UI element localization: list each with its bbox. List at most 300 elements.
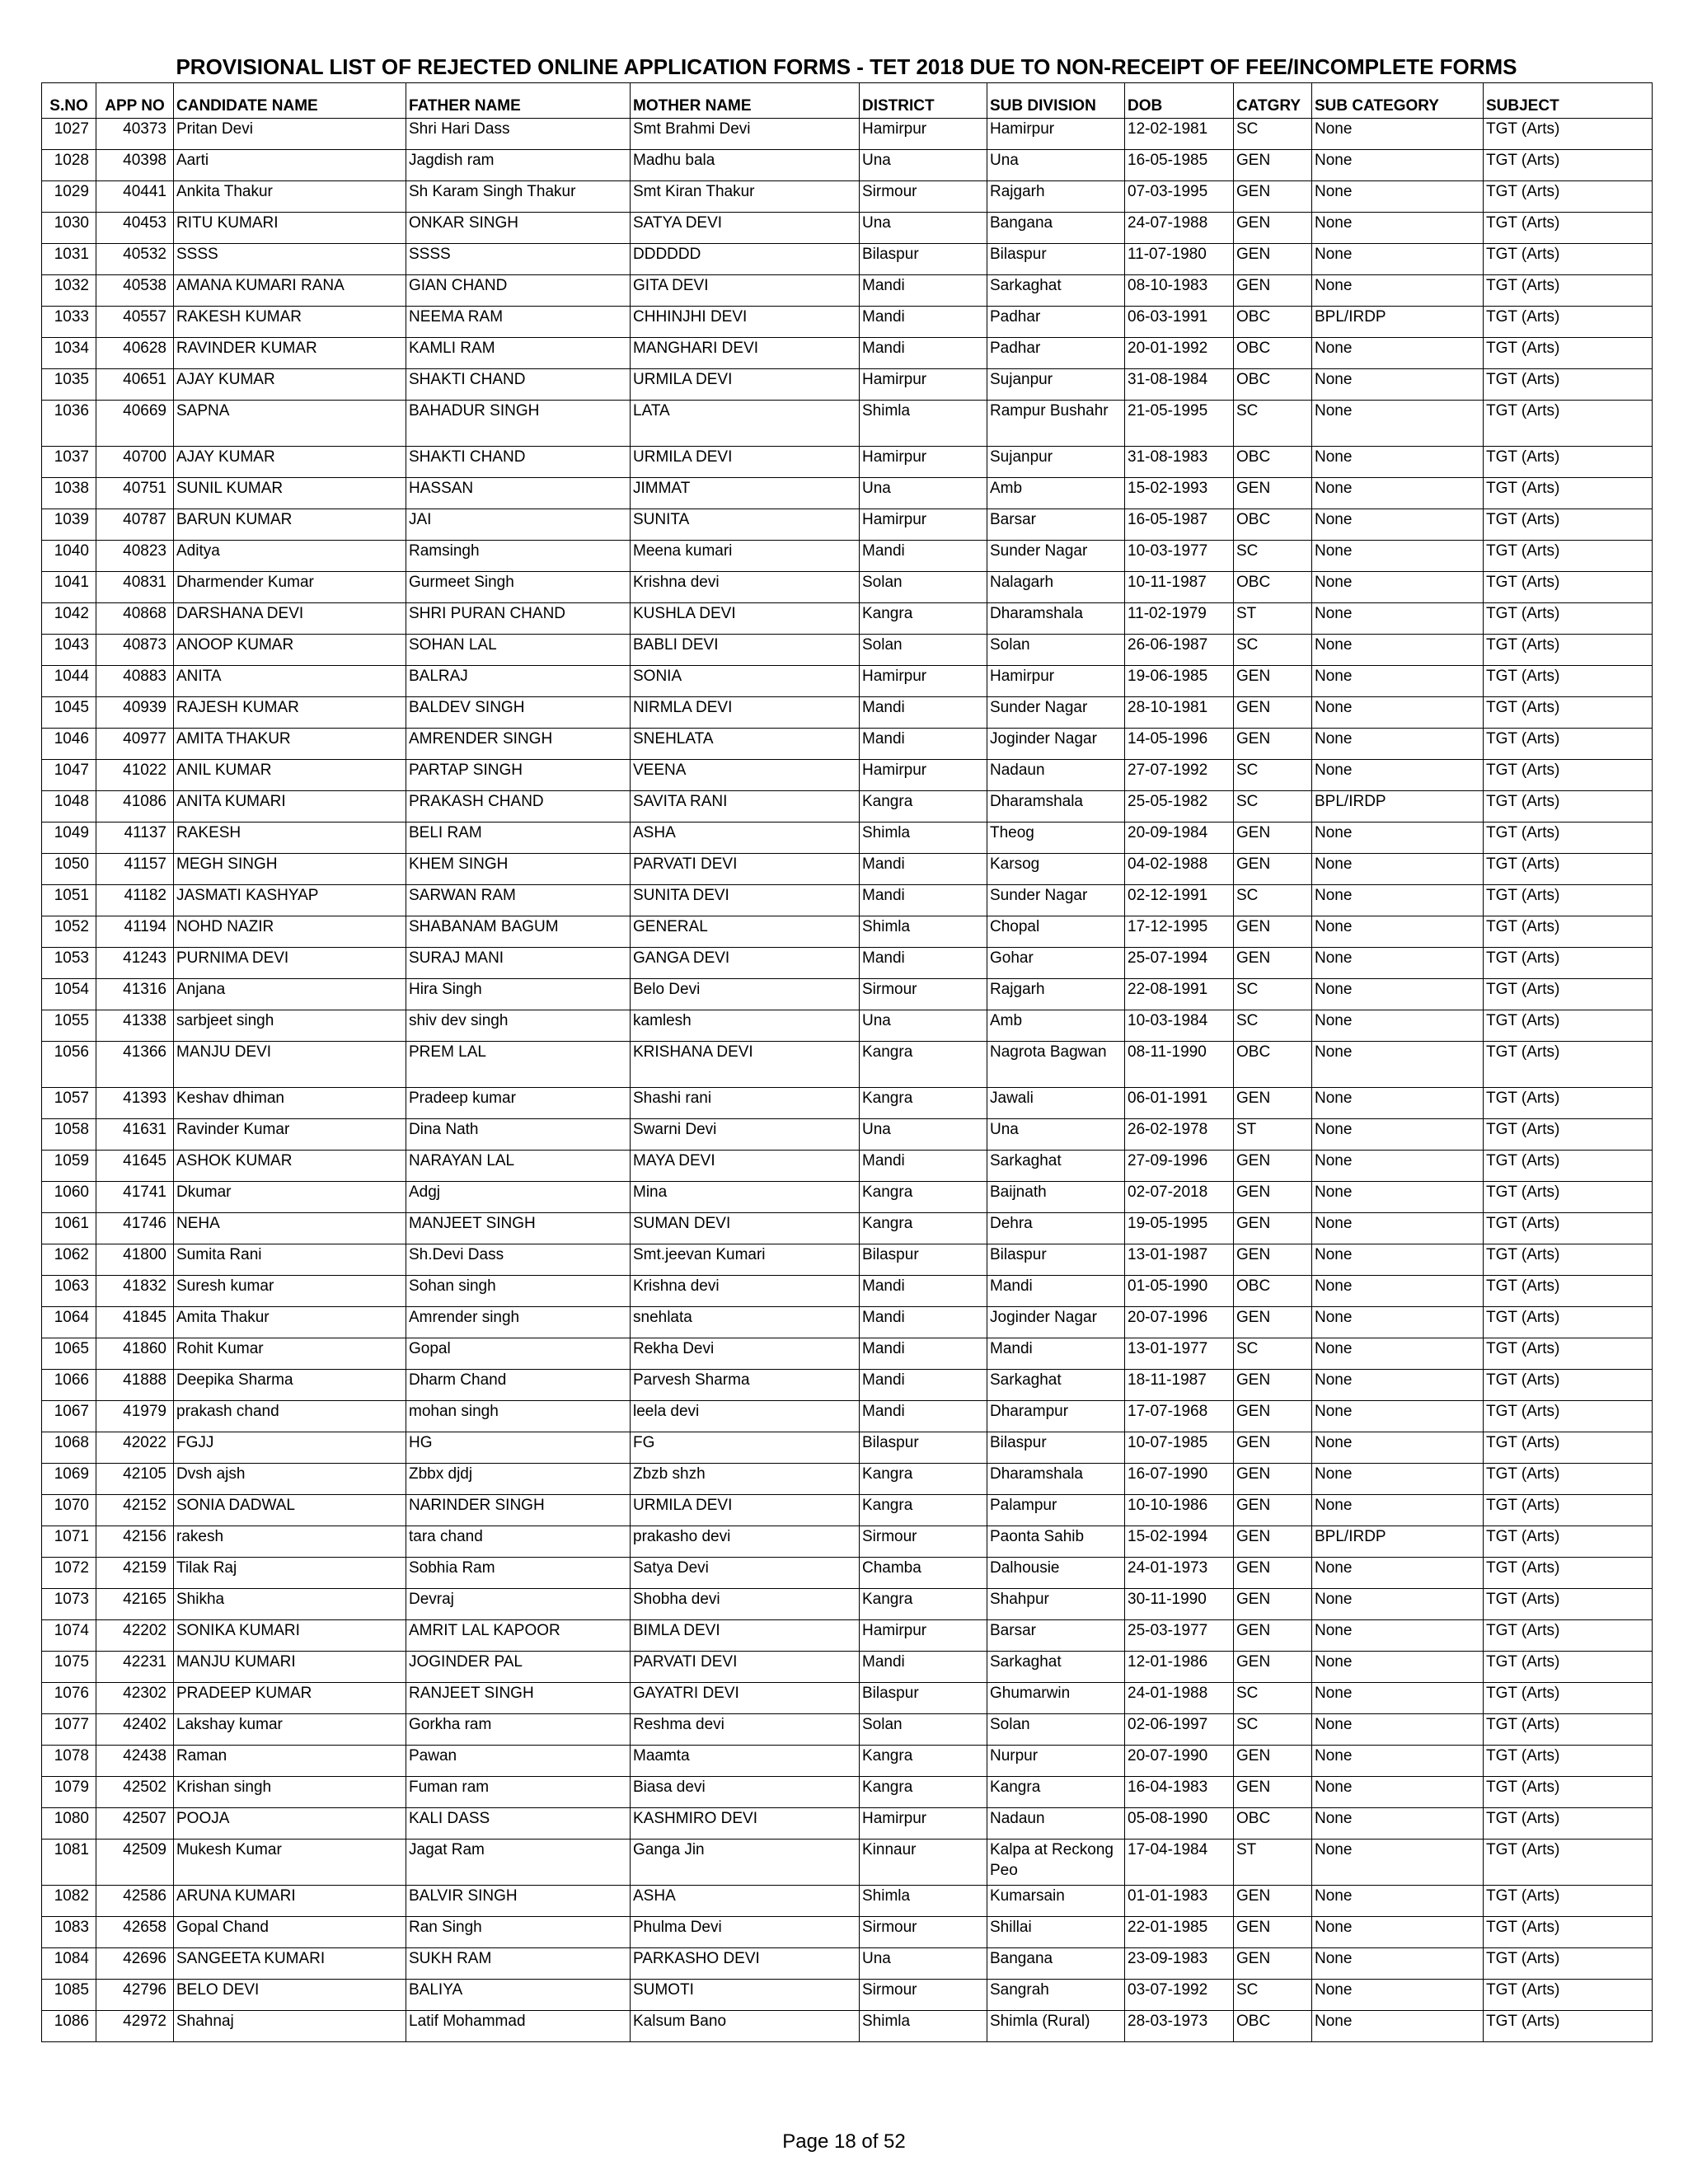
dob-cell: 25-05-1982	[1125, 791, 1234, 823]
table-row	[42, 1495, 1653, 1526]
mother-name-cell: SUMOTI	[631, 1980, 860, 2011]
sub-division-cell: Kumarsain	[987, 1886, 1125, 1917]
subject-cell: TGT (Arts)	[1484, 1620, 1653, 1652]
category-cell: OBC	[1234, 1276, 1312, 1307]
subject-cell: TGT (Arts)	[1484, 1683, 1653, 1714]
table-row	[42, 854, 1653, 885]
district-cell: Bilaspur	[860, 1244, 987, 1276]
candidate-name-cell: NEHA	[174, 1213, 406, 1244]
app-no-cell: 40868	[96, 603, 174, 635]
father-name-cell: Latif Mohammad	[406, 2011, 631, 2042]
mother-name-cell: Belo Devi	[631, 979, 860, 1010]
candidate-name-cell: AMANA KUMARI RANA	[174, 275, 406, 307]
father-name-cell: Jagat Ram	[406, 1840, 631, 1886]
app-no-cell: 41800	[96, 1244, 174, 1276]
header-dob: DOB	[1125, 83, 1234, 119]
sno-cell: 1059	[42, 1151, 96, 1182]
dob-cell: 27-09-1996	[1125, 1151, 1234, 1182]
mother-name-cell: kamlesh	[631, 1010, 860, 1042]
table-row	[42, 478, 1653, 509]
dob-cell: 06-01-1991	[1125, 1088, 1234, 1119]
category-cell: ST	[1234, 1119, 1312, 1151]
father-name-cell: BAHADUR SINGH	[406, 401, 631, 447]
father-name-cell: NARINDER SINGH	[406, 1495, 631, 1526]
app-no-cell: 42502	[96, 1777, 174, 1808]
candidate-name-cell: FGJJ	[174, 1432, 406, 1464]
app-no-cell: 41157	[96, 854, 174, 885]
sub-division-cell: Sujanpur	[987, 447, 1125, 478]
district-cell: Sirmour	[860, 1917, 987, 1948]
district-cell: Kangra	[860, 1746, 987, 1777]
app-no-cell: 42156	[96, 1526, 174, 1558]
table-row	[42, 1840, 1653, 1886]
district-cell: Mandi	[860, 697, 987, 729]
subject-cell: TGT (Arts)	[1484, 401, 1653, 447]
dob-cell: 28-03-1973	[1125, 2011, 1234, 2042]
candidate-name-cell: MANJU KUMARI	[174, 1652, 406, 1683]
father-name-cell: SHAKTI CHAND	[406, 447, 631, 478]
subject-cell: TGT (Arts)	[1484, 213, 1653, 244]
candidate-name-cell: RITU KUMARI	[174, 213, 406, 244]
subject-cell: TGT (Arts)	[1484, 1589, 1653, 1620]
mother-name-cell: KASHMIRO DEVI	[631, 1808, 860, 1840]
sub-category-cell: None	[1312, 1558, 1484, 1589]
dob-cell: 08-11-1990	[1125, 1042, 1234, 1088]
mother-name-cell: URMILA DEVI	[631, 447, 860, 478]
district-cell: Sirmour	[860, 1980, 987, 2011]
mother-name-cell: ASHA	[631, 1886, 860, 1917]
dob-cell: 17-04-1984	[1125, 1840, 1234, 1886]
subject-cell: TGT (Arts)	[1484, 1464, 1653, 1495]
sub-division-cell: Shimla (Rural)	[987, 2011, 1125, 2042]
mother-name-cell: SNEHLATA	[631, 729, 860, 760]
mother-name-cell: GITA DEVI	[631, 275, 860, 307]
sno-cell: 1038	[42, 478, 96, 509]
district-cell: Hamirpur	[860, 1808, 987, 1840]
subject-cell: TGT (Arts)	[1484, 181, 1653, 213]
app-no-cell: 41845	[96, 1307, 174, 1338]
table-row	[42, 1276, 1653, 1307]
app-no-cell: 42231	[96, 1652, 174, 1683]
table-row	[42, 1980, 1653, 2011]
father-name-cell: AMRIT LAL KAPOOR	[406, 1620, 631, 1652]
father-name-cell: Pradeep kumar	[406, 1088, 631, 1119]
dob-cell: 10-07-1985	[1125, 1432, 1234, 1464]
table-row	[42, 1917, 1653, 1948]
sno-cell: 1051	[42, 885, 96, 916]
sub-category-cell: None	[1312, 1432, 1484, 1464]
sno-cell: 1036	[42, 401, 96, 447]
candidate-name-cell: Mukesh Kumar	[174, 1840, 406, 1886]
sub-category-cell: None	[1312, 181, 1484, 213]
district-cell: Mandi	[860, 1338, 987, 1370]
father-name-cell: SURAJ MANI	[406, 948, 631, 979]
district-cell: Chamba	[860, 1558, 987, 1589]
subject-cell: TGT (Arts)	[1484, 729, 1653, 760]
candidate-name-cell: ANITA KUMARI	[174, 791, 406, 823]
subject-cell: TGT (Arts)	[1484, 1432, 1653, 1464]
sno-cell: 1058	[42, 1119, 96, 1151]
sub-division-cell: Una	[987, 150, 1125, 181]
father-name-cell: Ramsingh	[406, 541, 631, 572]
mother-name-cell: Shashi rani	[631, 1088, 860, 1119]
subject-cell: TGT (Arts)	[1484, 1840, 1653, 1886]
table-row	[42, 885, 1653, 916]
sub-division-cell: Kalpa at Reckong Peo	[987, 1840, 1125, 1886]
sno-cell: 1050	[42, 854, 96, 885]
candidate-name-cell: MEGH SINGH	[174, 854, 406, 885]
subject-cell: TGT (Arts)	[1484, 1151, 1653, 1182]
category-cell: ST	[1234, 1840, 1312, 1886]
app-no-cell: 41393	[96, 1088, 174, 1119]
sub-division-cell: Solan	[987, 1714, 1125, 1746]
mother-name-cell: Rekha Devi	[631, 1338, 860, 1370]
dob-cell: 07-03-1995	[1125, 181, 1234, 213]
sno-cell: 1043	[42, 635, 96, 666]
sno-cell: 1055	[42, 1010, 96, 1042]
sub-category-cell: None	[1312, 338, 1484, 369]
district-cell: Una	[860, 1948, 987, 1980]
mother-name-cell: DDDDDD	[631, 244, 860, 275]
table-row	[42, 1558, 1653, 1589]
sno-cell: 1044	[42, 666, 96, 697]
dob-cell: 02-06-1997	[1125, 1714, 1234, 1746]
mother-name-cell: JIMMAT	[631, 478, 860, 509]
category-cell: GEN	[1234, 1401, 1312, 1432]
subject-cell: TGT (Arts)	[1484, 885, 1653, 916]
sub-category-cell: None	[1312, 1338, 1484, 1370]
subject-cell: TGT (Arts)	[1484, 979, 1653, 1010]
table-row	[42, 338, 1653, 369]
sub-category-cell: None	[1312, 916, 1484, 948]
table-row	[42, 791, 1653, 823]
category-cell: GEN	[1234, 275, 1312, 307]
table-row	[42, 509, 1653, 541]
table-row	[42, 401, 1653, 447]
sno-cell: 1084	[42, 1948, 96, 1980]
mother-name-cell: prakasho devi	[631, 1526, 860, 1558]
sno-cell: 1031	[42, 244, 96, 275]
app-no-cell: 40669	[96, 401, 174, 447]
sno-cell: 1027	[42, 119, 96, 150]
dob-cell: 25-07-1994	[1125, 948, 1234, 979]
candidate-name-cell: Dvsh ajsh	[174, 1464, 406, 1495]
sub-division-cell: Bangana	[987, 213, 1125, 244]
district-cell: Una	[860, 150, 987, 181]
sub-division-cell: Nagrota Bagwan	[987, 1042, 1125, 1088]
dob-cell: 01-05-1990	[1125, 1276, 1234, 1307]
candidate-name-cell: AJAY KUMAR	[174, 447, 406, 478]
subject-cell: TGT (Arts)	[1484, 150, 1653, 181]
candidate-name-cell: SUNIL KUMAR	[174, 478, 406, 509]
mother-name-cell: SONIA	[631, 666, 860, 697]
table-row	[42, 244, 1653, 275]
candidate-name-cell: Shahnaj	[174, 2011, 406, 2042]
subject-cell: TGT (Arts)	[1484, 1777, 1653, 1808]
sub-category-cell: None	[1312, 1119, 1484, 1151]
subject-cell: TGT (Arts)	[1484, 572, 1653, 603]
dob-cell: 14-05-1996	[1125, 729, 1234, 760]
sub-category-cell: None	[1312, 1777, 1484, 1808]
sub-division-cell: Chopal	[987, 916, 1125, 948]
candidate-name-cell: RAVINDER KUMAR	[174, 338, 406, 369]
dob-cell: 31-08-1984	[1125, 369, 1234, 401]
district-cell: Shimla	[860, 2011, 987, 2042]
table-row	[42, 603, 1653, 635]
dob-cell: 10-03-1977	[1125, 541, 1234, 572]
sub-division-cell: Sarkaghat	[987, 1652, 1125, 1683]
table-row	[42, 697, 1653, 729]
district-cell: Kangra	[860, 1042, 987, 1088]
father-name-cell: Devraj	[406, 1589, 631, 1620]
mother-name-cell: Smt Brahmi Devi	[631, 119, 860, 150]
sub-division-cell: Dharamshala	[987, 791, 1125, 823]
mother-name-cell: NIRMLA DEVI	[631, 697, 860, 729]
table-row	[42, 369, 1653, 401]
dob-cell: 08-10-1983	[1125, 275, 1234, 307]
app-no-cell: 40939	[96, 697, 174, 729]
mother-name-cell: PARKASHO DEVI	[631, 1948, 860, 1980]
table-row	[42, 2011, 1653, 2042]
mother-name-cell: Phulma Devi	[631, 1917, 860, 1948]
category-cell: GEN	[1234, 854, 1312, 885]
district-cell: Shimla	[860, 401, 987, 447]
app-no-cell: 42302	[96, 1683, 174, 1714]
sub-category-cell: None	[1312, 275, 1484, 307]
sub-division-cell: Padhar	[987, 307, 1125, 338]
subject-cell: TGT (Arts)	[1484, 1119, 1653, 1151]
mother-name-cell: CHHINJHI DEVI	[631, 307, 860, 338]
father-name-cell: AMRENDER SINGH	[406, 729, 631, 760]
header-sno: S.NO	[42, 83, 96, 119]
subject-cell: TGT (Arts)	[1484, 509, 1653, 541]
sub-category-cell: None	[1312, 150, 1484, 181]
app-no-cell: 41746	[96, 1213, 174, 1244]
subject-cell: TGT (Arts)	[1484, 307, 1653, 338]
sub-division-cell: Dharamshala	[987, 603, 1125, 635]
sub-category-cell: None	[1312, 369, 1484, 401]
sub-division-cell: Shahpur	[987, 1589, 1125, 1620]
sno-cell: 1056	[42, 1042, 96, 1088]
district-cell: Solan	[860, 1714, 987, 1746]
subject-cell: TGT (Arts)	[1484, 1042, 1653, 1088]
candidate-name-cell: MANJU DEVI	[174, 1042, 406, 1088]
district-cell: Hamirpur	[860, 760, 987, 791]
dob-cell: 26-02-1978	[1125, 1119, 1234, 1151]
father-name-cell: KAMLI RAM	[406, 338, 631, 369]
dob-cell: 11-07-1980	[1125, 244, 1234, 275]
district-cell: Hamirpur	[860, 509, 987, 541]
category-cell: SC	[1234, 760, 1312, 791]
sub-division-cell: Hamirpur	[987, 666, 1125, 697]
dob-cell: 24-01-1988	[1125, 1683, 1234, 1714]
app-no-cell: 40751	[96, 478, 174, 509]
category-cell: GEN	[1234, 1244, 1312, 1276]
mother-name-cell: Parvesh Sharma	[631, 1370, 860, 1401]
sub-division-cell: Sunder Nagar	[987, 697, 1125, 729]
table-row	[42, 1808, 1653, 1840]
district-cell: Sirmour	[860, 979, 987, 1010]
mother-name-cell: PARVATI DEVI	[631, 1652, 860, 1683]
mother-name-cell: VEENA	[631, 760, 860, 791]
sub-category-cell: None	[1312, 1714, 1484, 1746]
subject-cell: TGT (Arts)	[1484, 119, 1653, 150]
table-row	[42, 1777, 1653, 1808]
subject-cell: TGT (Arts)	[1484, 1244, 1653, 1276]
father-name-cell: BALVIR SINGH	[406, 1886, 631, 1917]
mother-name-cell: MAYA DEVI	[631, 1151, 860, 1182]
sno-cell: 1046	[42, 729, 96, 760]
candidate-name-cell: BELO DEVI	[174, 1980, 406, 2011]
page-title: PROVISIONAL LIST OF REJECTED ONLINE APPLICATION FORMS - TET 2018 DUE TO NON-RECEIPT OF FEE/INCOMPLETE FORMS	[176, 54, 1517, 79]
sub-division-cell: Karsog	[987, 854, 1125, 885]
mother-name-cell: SUNITA DEVI	[631, 885, 860, 916]
subject-cell: TGT (Arts)	[1484, 275, 1653, 307]
father-name-cell: Sh Karam Singh Thakur	[406, 181, 631, 213]
district-cell: Kangra	[860, 1464, 987, 1495]
app-no-cell: 42105	[96, 1464, 174, 1495]
dob-cell: 19-05-1995	[1125, 1213, 1234, 1244]
category-cell: SC	[1234, 1338, 1312, 1370]
category-cell: OBC	[1234, 369, 1312, 401]
candidate-name-cell: BARUN KUMAR	[174, 509, 406, 541]
candidate-name-cell: Tilak Raj	[174, 1558, 406, 1589]
app-no-cell: 42402	[96, 1714, 174, 1746]
subject-cell: TGT (Arts)	[1484, 760, 1653, 791]
subject-cell: TGT (Arts)	[1484, 666, 1653, 697]
table-row	[42, 1746, 1653, 1777]
category-cell: GEN	[1234, 1558, 1312, 1589]
candidate-name-cell: prakash chand	[174, 1401, 406, 1432]
subject-cell: TGT (Arts)	[1484, 948, 1653, 979]
sno-cell: 1072	[42, 1558, 96, 1589]
district-cell: Mandi	[860, 948, 987, 979]
sub-division-cell: Nurpur	[987, 1746, 1125, 1777]
table-row	[42, 1714, 1653, 1746]
mother-name-cell: GANGA DEVI	[631, 948, 860, 979]
dob-cell: 16-04-1983	[1125, 1777, 1234, 1808]
app-no-cell: 40700	[96, 447, 174, 478]
sub-category-cell: None	[1312, 213, 1484, 244]
dob-cell: 31-08-1983	[1125, 447, 1234, 478]
category-cell: GEN	[1234, 729, 1312, 760]
district-cell: Kangra	[860, 1213, 987, 1244]
sub-category-cell: None	[1312, 401, 1484, 447]
district-cell: Kinnaur	[860, 1840, 987, 1886]
sub-category-cell: None	[1312, 1589, 1484, 1620]
sno-cell: 1062	[42, 1244, 96, 1276]
sno-cell: 1035	[42, 369, 96, 401]
sub-category-cell: None	[1312, 541, 1484, 572]
table-row	[42, 1088, 1653, 1119]
sub-division-cell: Palampur	[987, 1495, 1125, 1526]
subject-cell: TGT (Arts)	[1484, 1370, 1653, 1401]
sno-cell: 1063	[42, 1276, 96, 1307]
father-name-cell: Dina Nath	[406, 1119, 631, 1151]
candidate-name-cell: ARUNA KUMARI	[174, 1886, 406, 1917]
mother-name-cell: Satya Devi	[631, 1558, 860, 1589]
father-name-cell: BALIYA	[406, 1980, 631, 2011]
father-name-cell: KHEM SINGH	[406, 854, 631, 885]
district-cell: Hamirpur	[860, 369, 987, 401]
sub-division-cell: Paonta Sahib	[987, 1526, 1125, 1558]
app-no-cell: 42696	[96, 1948, 174, 1980]
sno-cell: 1054	[42, 979, 96, 1010]
table-row	[42, 916, 1653, 948]
app-no-cell: 42152	[96, 1495, 174, 1526]
category-cell: SC	[1234, 119, 1312, 150]
father-name-cell: Sh.Devi Dass	[406, 1244, 631, 1276]
table-row	[42, 823, 1653, 854]
candidate-name-cell: Deepika Sharma	[174, 1370, 406, 1401]
category-cell: GEN	[1234, 1652, 1312, 1683]
table-row	[42, 1432, 1653, 1464]
sno-cell: 1081	[42, 1840, 96, 1886]
father-name-cell: SOHAN LAL	[406, 635, 631, 666]
father-name-cell: BELI RAM	[406, 823, 631, 854]
sub-category-cell: None	[1312, 1980, 1484, 2011]
sno-cell: 1057	[42, 1088, 96, 1119]
mother-name-cell: GENERAL	[631, 916, 860, 948]
mother-name-cell: URMILA DEVI	[631, 1495, 860, 1526]
dob-cell: 20-09-1984	[1125, 823, 1234, 854]
district-cell: Hamirpur	[860, 666, 987, 697]
category-cell: GEN	[1234, 1432, 1312, 1464]
sub-category-cell: BPL/IRDP	[1312, 791, 1484, 823]
table-row	[42, 1213, 1653, 1244]
father-name-cell: HG	[406, 1432, 631, 1464]
sno-cell: 1086	[42, 2011, 96, 2042]
table-row	[42, 1042, 1653, 1088]
sub-division-cell: Shillai	[987, 1917, 1125, 1948]
sub-category-cell: None	[1312, 854, 1484, 885]
header-sub-division: SUB DIVISION	[987, 83, 1125, 119]
mother-name-cell: Maamta	[631, 1746, 860, 1777]
district-cell: Kangra	[860, 1182, 987, 1213]
sub-category-cell: None	[1312, 509, 1484, 541]
father-name-cell: Dharm Chand	[406, 1370, 631, 1401]
mother-name-cell: ASHA	[631, 823, 860, 854]
app-no-cell: 42796	[96, 1980, 174, 2011]
app-no-cell: 40823	[96, 541, 174, 572]
app-no-cell: 40557	[96, 307, 174, 338]
sno-cell: 1040	[42, 541, 96, 572]
dob-cell: 11-02-1979	[1125, 603, 1234, 635]
sub-division-cell: Joginder Nagar	[987, 729, 1125, 760]
father-name-cell: Adgj	[406, 1182, 631, 1213]
subject-cell: TGT (Arts)	[1484, 2011, 1653, 2042]
sub-category-cell: None	[1312, 760, 1484, 791]
candidate-name-cell: ASHOK KUMAR	[174, 1151, 406, 1182]
district-cell: Kangra	[860, 1777, 987, 1808]
sub-category-cell: None	[1312, 1886, 1484, 1917]
sno-cell: 1053	[42, 948, 96, 979]
subject-cell: TGT (Arts)	[1484, 1088, 1653, 1119]
mother-name-cell: URMILA DEVI	[631, 369, 860, 401]
header-app-no: APP NO	[96, 83, 174, 119]
table-row	[42, 1948, 1653, 1980]
sub-category-cell: None	[1312, 1182, 1484, 1213]
father-name-cell: Fuman ram	[406, 1777, 631, 1808]
table-row	[42, 948, 1653, 979]
sno-cell: 1066	[42, 1370, 96, 1401]
table-row	[42, 666, 1653, 697]
mother-name-cell: Smt.jeevan Kumari	[631, 1244, 860, 1276]
district-cell: Kangra	[860, 603, 987, 635]
sub-category-cell: BPL/IRDP	[1312, 307, 1484, 338]
category-cell: GEN	[1234, 1307, 1312, 1338]
sno-cell: 1079	[42, 1777, 96, 1808]
